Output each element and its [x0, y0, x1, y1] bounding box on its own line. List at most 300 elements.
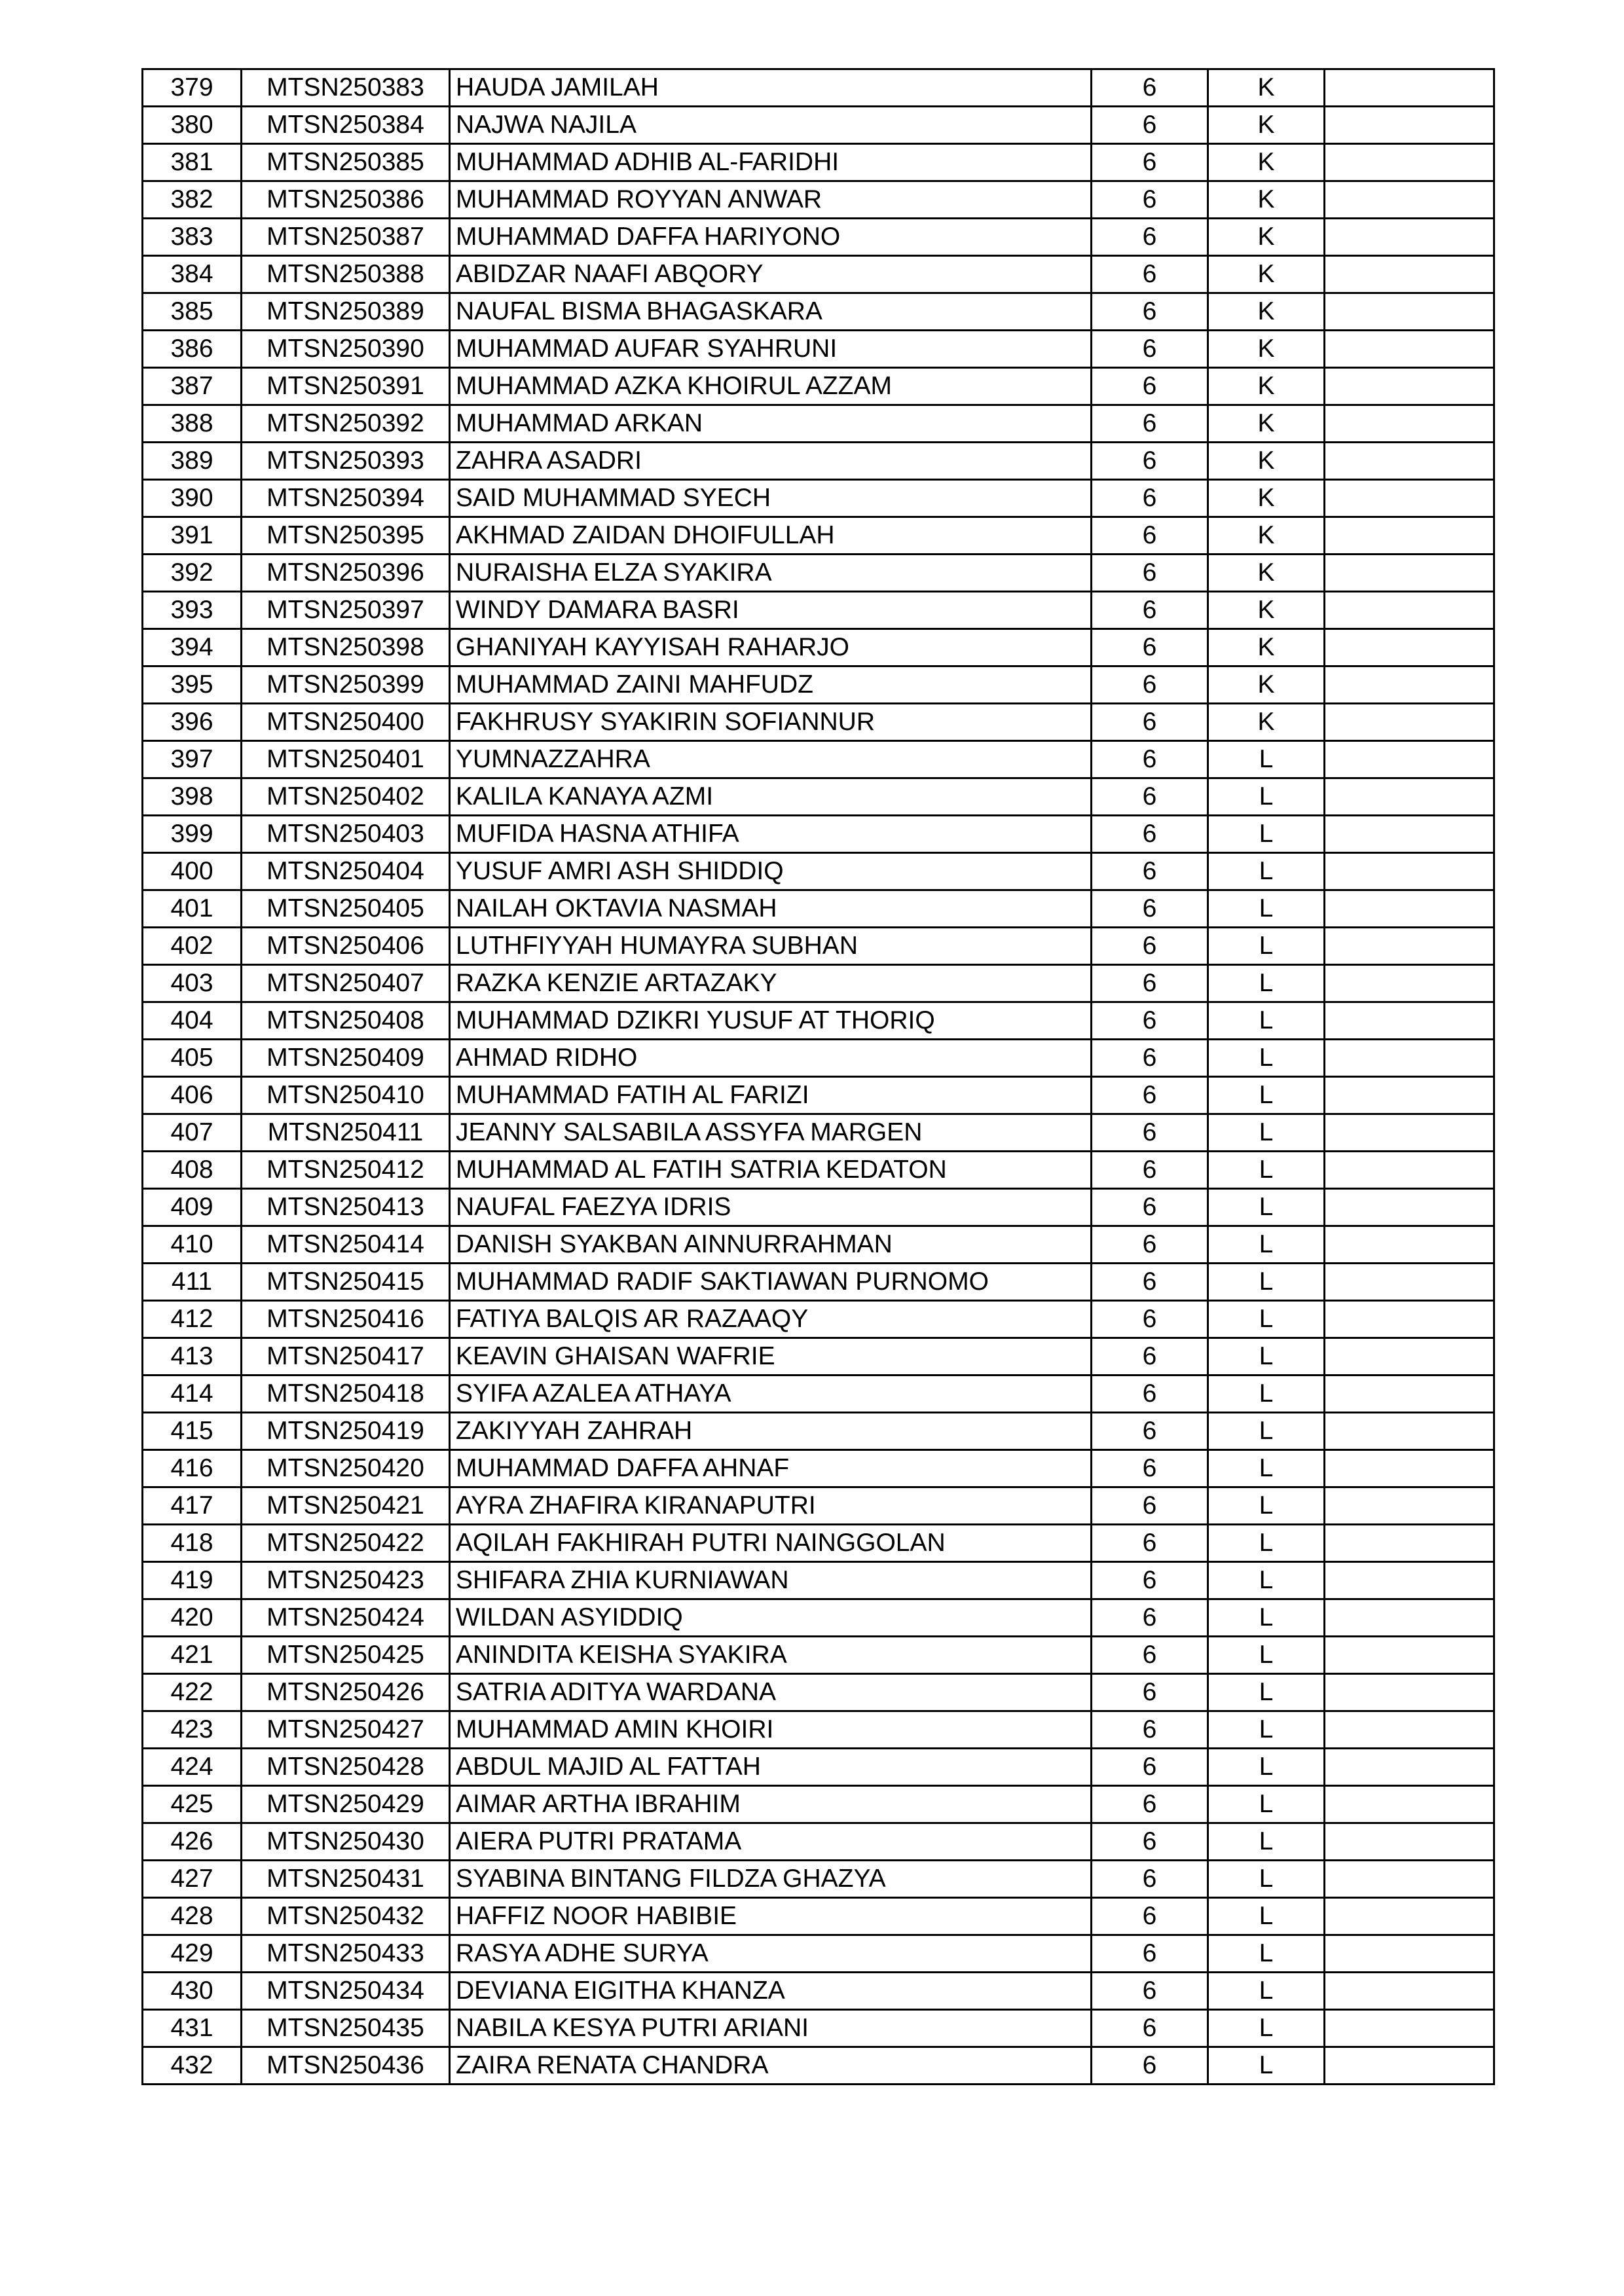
row-number: 410: [143, 1226, 242, 1264]
grade-level: 6: [1092, 107, 1208, 144]
student-id: MTSN250406: [242, 928, 450, 965]
student-name: SHIFARA ZHIA KURNIAWAN: [450, 1562, 1092, 1599]
student-id: MTSN250422: [242, 1525, 450, 1562]
table-row: [143, 1077, 1494, 1114]
note-cell: [1325, 2010, 1494, 2047]
student-name: ZAIRA RENATA CHANDRA: [450, 2047, 1092, 2085]
student-id: MTSN250396: [242, 555, 450, 592]
row-number: 393: [143, 592, 242, 629]
row-number: 398: [143, 778, 242, 816]
class-code: K: [1208, 368, 1325, 405]
student-id: MTSN250428: [242, 1749, 450, 1786]
student-id: MTSN250403: [242, 816, 450, 853]
note-cell: [1325, 1487, 1494, 1525]
table-row: [143, 1114, 1494, 1152]
student-name: AHMAD RIDHO: [450, 1040, 1092, 1077]
row-number: 414: [143, 1376, 242, 1413]
class-code: L: [1208, 1301, 1325, 1338]
student-id: MTSN250430: [242, 1823, 450, 1861]
note-cell: [1325, 69, 1494, 107]
row-number: 401: [143, 890, 242, 928]
student-name: HAFFIZ NOOR HABIBIE: [450, 1898, 1092, 1935]
student-id: MTSN250435: [242, 2010, 450, 2047]
class-code: K: [1208, 480, 1325, 517]
student-id: MTSN250432: [242, 1898, 450, 1935]
note-cell: [1325, 1077, 1494, 1114]
note-cell: [1325, 816, 1494, 853]
row-number: 382: [143, 181, 242, 219]
note-cell: [1325, 1226, 1494, 1264]
row-number: 394: [143, 629, 242, 666]
student-name: ABDUL MAJID AL FATTAH: [450, 1749, 1092, 1786]
class-code: L: [1208, 1077, 1325, 1114]
student-name: RAZKA KENZIE ARTAZAKY: [450, 965, 1092, 1002]
student-id: MTSN250412: [242, 1152, 450, 1189]
note-cell: [1325, 1674, 1494, 1711]
row-number: 406: [143, 1077, 242, 1114]
row-number: 405: [143, 1040, 242, 1077]
row-number: 391: [143, 517, 242, 555]
grade-level: 6: [1092, 1450, 1208, 1487]
student-id: MTSN250399: [242, 666, 450, 704]
note-cell: [1325, 1413, 1494, 1450]
grade-level: 6: [1092, 1674, 1208, 1711]
table-row: [143, 1002, 1494, 1040]
student-id: MTSN250419: [242, 1413, 450, 1450]
note-cell: [1325, 2047, 1494, 2085]
grade-level: 6: [1092, 517, 1208, 555]
grade-level: 6: [1092, 1749, 1208, 1786]
grade-level: 6: [1092, 1973, 1208, 2010]
row-number: 392: [143, 555, 242, 592]
row-number: 430: [143, 1973, 242, 2010]
class-code: L: [1208, 1338, 1325, 1376]
student-list-body: [143, 69, 1494, 2085]
class-code: L: [1208, 778, 1325, 816]
grade-level: 6: [1092, 1226, 1208, 1264]
row-number: 413: [143, 1338, 242, 1376]
table-row: [143, 1040, 1494, 1077]
class-code: K: [1208, 592, 1325, 629]
row-number: 385: [143, 293, 242, 331]
student-name: ZAKIYYAH ZAHRAH: [450, 1413, 1092, 1450]
class-code: K: [1208, 256, 1325, 293]
class-code: L: [1208, 928, 1325, 965]
note-cell: [1325, 1823, 1494, 1861]
table-row: [143, 2047, 1494, 2085]
grade-level: 6: [1092, 1152, 1208, 1189]
student-id: MTSN250424: [242, 1599, 450, 1637]
note-cell: [1325, 592, 1494, 629]
note-cell: [1325, 219, 1494, 256]
grade-level: 6: [1092, 1487, 1208, 1525]
note-cell: [1325, 107, 1494, 144]
student-id: MTSN250395: [242, 517, 450, 555]
student-id: MTSN250400: [242, 704, 450, 741]
student-id: MTSN250393: [242, 443, 450, 480]
grade-level: 6: [1092, 69, 1208, 107]
table-row: [143, 144, 1494, 181]
student-name: AYRA ZHAFIRA KIRANAPUTRI: [450, 1487, 1092, 1525]
student-id: MTSN250389: [242, 293, 450, 331]
table-row: [143, 1525, 1494, 1562]
student-name: WINDY DAMARA BASRI: [450, 592, 1092, 629]
table-row: [143, 1861, 1494, 1898]
grade-level: 6: [1092, 144, 1208, 181]
student-name: MUHAMMAD DAFFA AHNAF: [450, 1450, 1092, 1487]
table-row: [143, 256, 1494, 293]
student-name: ABIDZAR NAAFI ABQORY: [450, 256, 1092, 293]
note-cell: [1325, 1973, 1494, 2010]
student-name: MUHAMMAD AMIN KHOIRI: [450, 1711, 1092, 1749]
student-id: MTSN250426: [242, 1674, 450, 1711]
table-row: [143, 965, 1494, 1002]
grade-level: 6: [1092, 331, 1208, 368]
table-row: [143, 443, 1494, 480]
student-name: NAUFAL FAEZYA IDRIS: [450, 1189, 1092, 1226]
note-cell: [1325, 1525, 1494, 1562]
table-row: [143, 666, 1494, 704]
table-row: [143, 1450, 1494, 1487]
class-code: K: [1208, 69, 1325, 107]
student-name: SATRIA ADITYA WARDANA: [450, 1674, 1092, 1711]
table-row: [143, 592, 1494, 629]
table-row: [143, 928, 1494, 965]
row-number: 397: [143, 741, 242, 778]
class-code: K: [1208, 331, 1325, 368]
student-id: MTSN250383: [242, 69, 450, 107]
note-cell: [1325, 741, 1494, 778]
student-name: SYIFA AZALEA ATHAYA: [450, 1376, 1092, 1413]
table-row: [143, 181, 1494, 219]
note-cell: [1325, 1450, 1494, 1487]
class-code: L: [1208, 1114, 1325, 1152]
table-row: [143, 629, 1494, 666]
grade-level: 6: [1092, 1077, 1208, 1114]
class-code: L: [1208, 1264, 1325, 1301]
table-row: [143, 293, 1494, 331]
table-row: [143, 778, 1494, 816]
student-id: MTSN250405: [242, 890, 450, 928]
table-row: [143, 107, 1494, 144]
class-code: K: [1208, 293, 1325, 331]
note-cell: [1325, 144, 1494, 181]
note-cell: [1325, 1562, 1494, 1599]
grade-level: 6: [1092, 816, 1208, 853]
table-row: [143, 816, 1494, 853]
student-name: NAUFAL BISMA BHAGASKARA: [450, 293, 1092, 331]
class-code: K: [1208, 666, 1325, 704]
note-cell: [1325, 629, 1494, 666]
student-name: MUHAMMAD ARKAN: [450, 405, 1092, 443]
note-cell: [1325, 1749, 1494, 1786]
student-name: MUHAMMAD ADHIB AL-FARIDHI: [450, 144, 1092, 181]
table-row: [143, 2010, 1494, 2047]
class-code: L: [1208, 1562, 1325, 1599]
class-code: K: [1208, 219, 1325, 256]
note-cell: [1325, 181, 1494, 219]
row-number: 407: [143, 1114, 242, 1152]
student-name: MUHAMMAD DAFFA HARIYONO: [450, 219, 1092, 256]
table-row: [143, 1935, 1494, 1973]
class-code: L: [1208, 1599, 1325, 1637]
grade-level: 6: [1092, 778, 1208, 816]
table-row: [143, 741, 1494, 778]
student-id: MTSN250410: [242, 1077, 450, 1114]
note-cell: [1325, 1637, 1494, 1674]
student-id: MTSN250417: [242, 1338, 450, 1376]
grade-level: 6: [1092, 1898, 1208, 1935]
student-name: RASYA ADHE SURYA: [450, 1935, 1092, 1973]
table-row: [143, 368, 1494, 405]
row-number: 427: [143, 1861, 242, 1898]
grade-level: 6: [1092, 1114, 1208, 1152]
row-number: 387: [143, 368, 242, 405]
note-cell: [1325, 555, 1494, 592]
note-cell: [1325, 1040, 1494, 1077]
student-id: MTSN250429: [242, 1786, 450, 1823]
student-id: MTSN250436: [242, 2047, 450, 2085]
grade-level: 6: [1092, 1525, 1208, 1562]
table-row: [143, 555, 1494, 592]
student-id: MTSN250394: [242, 480, 450, 517]
row-number: 425: [143, 1786, 242, 1823]
grade-level: 6: [1092, 256, 1208, 293]
grade-level: 6: [1092, 405, 1208, 443]
student-id: MTSN250433: [242, 1935, 450, 1973]
student-id: MTSN250413: [242, 1189, 450, 1226]
table-row: [143, 1338, 1494, 1376]
student-name: MUHAMMAD ROYYAN ANWAR: [450, 181, 1092, 219]
student-name: WILDAN ASYIDDIQ: [450, 1599, 1092, 1637]
grade-level: 6: [1092, 666, 1208, 704]
student-name: DANISH SYAKBAN AINNURRAHMAN: [450, 1226, 1092, 1264]
class-code: L: [1208, 853, 1325, 890]
class-code: L: [1208, 1823, 1325, 1861]
note-cell: [1325, 256, 1494, 293]
table-row: [143, 1823, 1494, 1861]
note-cell: [1325, 1189, 1494, 1226]
class-code: K: [1208, 443, 1325, 480]
grade-level: 6: [1092, 1376, 1208, 1413]
student-name: MUHAMMAD AZKA KHOIRUL AZZAM: [450, 368, 1092, 405]
student-id: MTSN250434: [242, 1973, 450, 2010]
student-name: NABILA KESYA PUTRI ARIANI: [450, 2010, 1092, 2047]
class-code: L: [1208, 1935, 1325, 1973]
row-number: 384: [143, 256, 242, 293]
note-cell: [1325, 443, 1494, 480]
student-name: YUSUF AMRI ASH SHIDDIQ: [450, 853, 1092, 890]
table-row: [143, 1376, 1494, 1413]
note-cell: [1325, 293, 1494, 331]
student-id: MTSN250388: [242, 256, 450, 293]
row-number: 417: [143, 1487, 242, 1525]
student-id: MTSN250386: [242, 181, 450, 219]
table-row: [143, 219, 1494, 256]
grade-level: 6: [1092, 890, 1208, 928]
grade-level: 6: [1092, 629, 1208, 666]
class-code: L: [1208, 1487, 1325, 1525]
student-id: MTSN250420: [242, 1450, 450, 1487]
note-cell: [1325, 480, 1494, 517]
grade-level: 6: [1092, 1861, 1208, 1898]
grade-level: 6: [1092, 1413, 1208, 1450]
row-number: 386: [143, 331, 242, 368]
note-cell: [1325, 368, 1494, 405]
grade-level: 6: [1092, 1264, 1208, 1301]
table-row: [143, 1973, 1494, 2010]
row-number: 424: [143, 1749, 242, 1786]
student-name: DEVIANA EIGITHA KHANZA: [450, 1973, 1092, 2010]
grade-level: 6: [1092, 1637, 1208, 1674]
row-number: 415: [143, 1413, 242, 1450]
class-code: K: [1208, 144, 1325, 181]
note-cell: [1325, 1264, 1494, 1301]
class-code: L: [1208, 1711, 1325, 1749]
table-row: [143, 517, 1494, 555]
table-row: [143, 1301, 1494, 1338]
class-code: L: [1208, 1226, 1325, 1264]
student-name: LUTHFIYYAH HUMAYRA SUBHAN: [450, 928, 1092, 965]
note-cell: [1325, 1898, 1494, 1935]
note-cell: [1325, 1786, 1494, 1823]
table-row: [143, 1898, 1494, 1935]
row-number: 403: [143, 965, 242, 1002]
grade-level: 6: [1092, 181, 1208, 219]
row-number: 432: [143, 2047, 242, 2085]
student-id: MTSN250421: [242, 1487, 450, 1525]
row-number: 404: [143, 1002, 242, 1040]
grade-level: 6: [1092, 1189, 1208, 1226]
student-id: MTSN250407: [242, 965, 450, 1002]
table-row: [143, 480, 1494, 517]
row-number: 431: [143, 2010, 242, 2047]
class-code: L: [1208, 1525, 1325, 1562]
grade-level: 6: [1092, 293, 1208, 331]
row-number: 429: [143, 1935, 242, 1973]
table-row: [143, 1786, 1494, 1823]
note-cell: [1325, 1301, 1494, 1338]
student-id: MTSN250391: [242, 368, 450, 405]
table-row: [143, 853, 1494, 890]
row-number: 396: [143, 704, 242, 741]
student-id: MTSN250427: [242, 1711, 450, 1749]
class-code: L: [1208, 1786, 1325, 1823]
class-code: L: [1208, 1413, 1325, 1450]
student-name: NURAISHA ELZA SYAKIRA: [450, 555, 1092, 592]
note-cell: [1325, 890, 1494, 928]
row-number: 402: [143, 928, 242, 965]
note-cell: [1325, 1935, 1494, 1973]
table-row: [143, 1674, 1494, 1711]
note-cell: [1325, 331, 1494, 368]
student-name: FATIYA BALQIS AR RAZAAQY: [450, 1301, 1092, 1338]
row-number: 418: [143, 1525, 242, 1562]
class-code: K: [1208, 704, 1325, 741]
row-number: 428: [143, 1898, 242, 1935]
student-name: MUHAMMAD AUFAR SYAHRUNI: [450, 331, 1092, 368]
grade-level: 6: [1092, 555, 1208, 592]
row-number: 383: [143, 219, 242, 256]
row-number: 422: [143, 1674, 242, 1711]
student-id: MTSN250416: [242, 1301, 450, 1338]
student-id: MTSN250409: [242, 1040, 450, 1077]
table-row: [143, 1637, 1494, 1674]
student-name: MUHAMMAD FATIH AL FARIZI: [450, 1077, 1092, 1114]
table-row: [143, 890, 1494, 928]
note-cell: [1325, 965, 1494, 1002]
grade-level: 6: [1092, 1599, 1208, 1637]
grade-level: 6: [1092, 1786, 1208, 1823]
note-cell: [1325, 1711, 1494, 1749]
student-id: MTSN250415: [242, 1264, 450, 1301]
table-row: [143, 1152, 1494, 1189]
student-name: MUHAMMAD ZAINI MAHFUDZ: [450, 666, 1092, 704]
note-cell: [1325, 1002, 1494, 1040]
student-id: MTSN250411: [242, 1114, 450, 1152]
class-code: L: [1208, 1152, 1325, 1189]
class-code: L: [1208, 1040, 1325, 1077]
class-code: L: [1208, 1450, 1325, 1487]
table-row: [143, 704, 1494, 741]
row-number: 419: [143, 1562, 242, 1599]
grade-level: 6: [1092, 443, 1208, 480]
grade-level: 6: [1092, 219, 1208, 256]
note-cell: [1325, 1376, 1494, 1413]
grade-level: 6: [1092, 928, 1208, 965]
class-code: L: [1208, 1674, 1325, 1711]
student-name: MUHAMMAD RADIF SAKTIAWAN PURNOMO: [450, 1264, 1092, 1301]
class-code: L: [1208, 1002, 1325, 1040]
row-number: 426: [143, 1823, 242, 1861]
grade-level: 6: [1092, 1338, 1208, 1376]
note-cell: [1325, 1152, 1494, 1189]
student-name: SYABINA BINTANG FILDZA GHAZYA: [450, 1861, 1092, 1898]
grade-level: 6: [1092, 1823, 1208, 1861]
table-row: [143, 1749, 1494, 1786]
table-row: [143, 1264, 1494, 1301]
class-code: L: [1208, 2047, 1325, 2085]
row-number: 389: [143, 443, 242, 480]
grade-level: 6: [1092, 704, 1208, 741]
row-number: 390: [143, 480, 242, 517]
class-code: L: [1208, 816, 1325, 853]
class-code: L: [1208, 1861, 1325, 1898]
grade-level: 6: [1092, 2010, 1208, 2047]
row-number: 423: [143, 1711, 242, 1749]
student-id: MTSN250397: [242, 592, 450, 629]
student-name: ANINDITA KEISHA SYAKIRA: [450, 1637, 1092, 1674]
student-id: MTSN250392: [242, 405, 450, 443]
grade-level: 6: [1092, 1002, 1208, 1040]
grade-level: 6: [1092, 592, 1208, 629]
grade-level: 6: [1092, 853, 1208, 890]
row-number: 411: [143, 1264, 242, 1301]
student-name: AKHMAD ZAIDAN DHOIFULLAH: [450, 517, 1092, 555]
row-number: 381: [143, 144, 242, 181]
student-name: YUMNAZZAHRA: [450, 741, 1092, 778]
student-id: MTSN250401: [242, 741, 450, 778]
student-name: ZAHRA ASADRI: [450, 443, 1092, 480]
student-id: MTSN250418: [242, 1376, 450, 1413]
student-name: NAJWA NAJILA: [450, 107, 1092, 144]
class-code: L: [1208, 1637, 1325, 1674]
student-id: MTSN250425: [242, 1637, 450, 1674]
class-code: K: [1208, 629, 1325, 666]
student-name: SAID MUHAMMAD SYECH: [450, 480, 1092, 517]
class-code: L: [1208, 741, 1325, 778]
class-code: K: [1208, 107, 1325, 144]
